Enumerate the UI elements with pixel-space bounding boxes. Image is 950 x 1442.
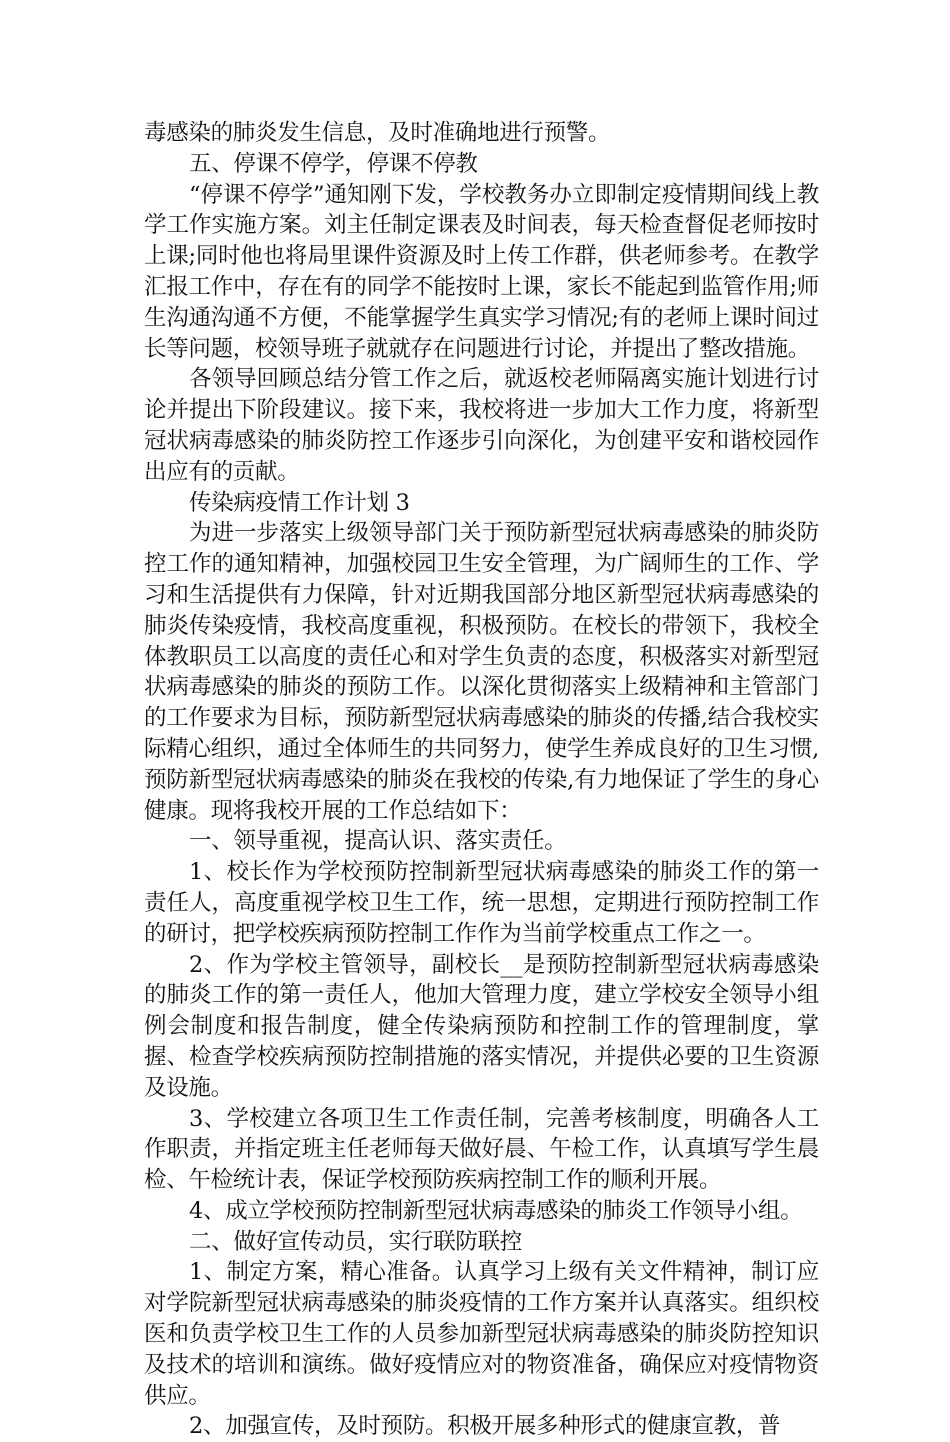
section-heading: 五、停课不停学，停课不停教 xyxy=(189,150,478,177)
paragraph: 1、制定方案，精心准备。认真学习上级有关文件精神，制订应对学院新型冠状病毒感染的肺炎疫情的工作方案并认真落实。组织校医和负责学校卫生工作的人员参加新型冠状病毒感染的肺炎防控知识及技术的培训和演练。做好疫情应对的物资准备，确保应对疫情物资供应。 xyxy=(144,1259,819,1409)
paragraph: 2、加强宣传，及时预防。积极开展多种形式的健康宣教，普 xyxy=(189,1413,781,1440)
paragraph: 2、作为学校主管领导，副校长__是预防控制新型冠状病毒感染的肺炎工作的第一责任人，他加大管理力度，建立学校安全领导小组例会制度和报告制度，健全传染病预防和控制工作的管理制度，掌握、检查学校疾病预防控制措施的落实情况，并提供必要的卫生资源及设施。 xyxy=(144,951,819,1101)
paragraph: “停课不停学”通知刚下发，学校教务办立即制定疫情期间线上教学工作实施方案。刘主任制定课表及时间表，每天检查督促老师按时上课;同时他也将局里课件资源及时上传工作群，供老师参考。在教学汇报工作中，存在有的同学不能按时上课，家长不能起到监管作用;师生沟通沟通不方便，不能掌握学生真实学习情况;有的老师上课时间过长等问题，校领导班子就就存在问题进行讨论，并提出了整改措施。 xyxy=(144,181,819,362)
paragraph: 毒感染的肺炎发生信息，及时准确地进行预警。 xyxy=(144,120,611,146)
paragraph: 1、校长作为学校预防控制新型冠状病毒感染的肺炎工作的第一责任人，高度重视学校卫生工作，统一思想，定期进行预防控制工作的研讨，把学校疾病预防控制工作作为当前学校重点工作之一。 xyxy=(144,859,819,947)
section-heading: 一、领导重视，提高认识、落实责任。 xyxy=(189,828,567,855)
paragraph: 为进一步落实上级领导部门关于预防新型冠状病毒感染的肺炎防控工作的通知精神，加强校园卫生安全管理，为广阔师生的工作、学习和生活提供有力保障，针对近期我国部分地区新型冠状病毒感染的肺炎传染疫情，我校高度重视，积极预防。在校长的带领下，我校全体教职员工以高度的责任心和对学生负责的态度，积极落实对新型冠状病毒感染的肺炎的预防工作。以深化贯彻落实上级精神和主管部门的工作要求为目标，预防新型冠状病毒感染的肺炎的传播,结合我校实际精心组织，通过全体师生的共同努力，使学生养成良好的卫生习惯,预防新型冠状病毒感染的肺炎在我校的传染,有力地保证了学生的身心健康。现将我校开展的工作总结如下： xyxy=(144,520,819,824)
paragraph: 3、学校建立各项卫生工作责任制，完善考核制度，明确各人工作职责，并指定班主任老师每天做好晨、午检工作，认真填写学生晨检、午检统计表，保证学校预防疾病控制工作的顺利开展。 xyxy=(144,1105,819,1194)
paragraph: 4、成立学校预防控制新型冠状病毒感染的肺炎工作领导小组。 xyxy=(189,1197,803,1224)
document-body xyxy=(144,118,819,1442)
section-heading: 二、做好宣传动员，实行联防联控 xyxy=(189,1228,523,1255)
paragraph: 各领导回顾总结分管工作之后，就返校老师隔离实施计划进行讨论并提出下阶段建议。接下来，我校将进一步加大工作力度，将新型冠状病毒感染的肺炎防控工作逐步引向深化，为创建平安和谐校园作出应有的贡献。 xyxy=(144,366,819,485)
section-heading: 传染病疫情工作计划 3 xyxy=(189,489,410,516)
